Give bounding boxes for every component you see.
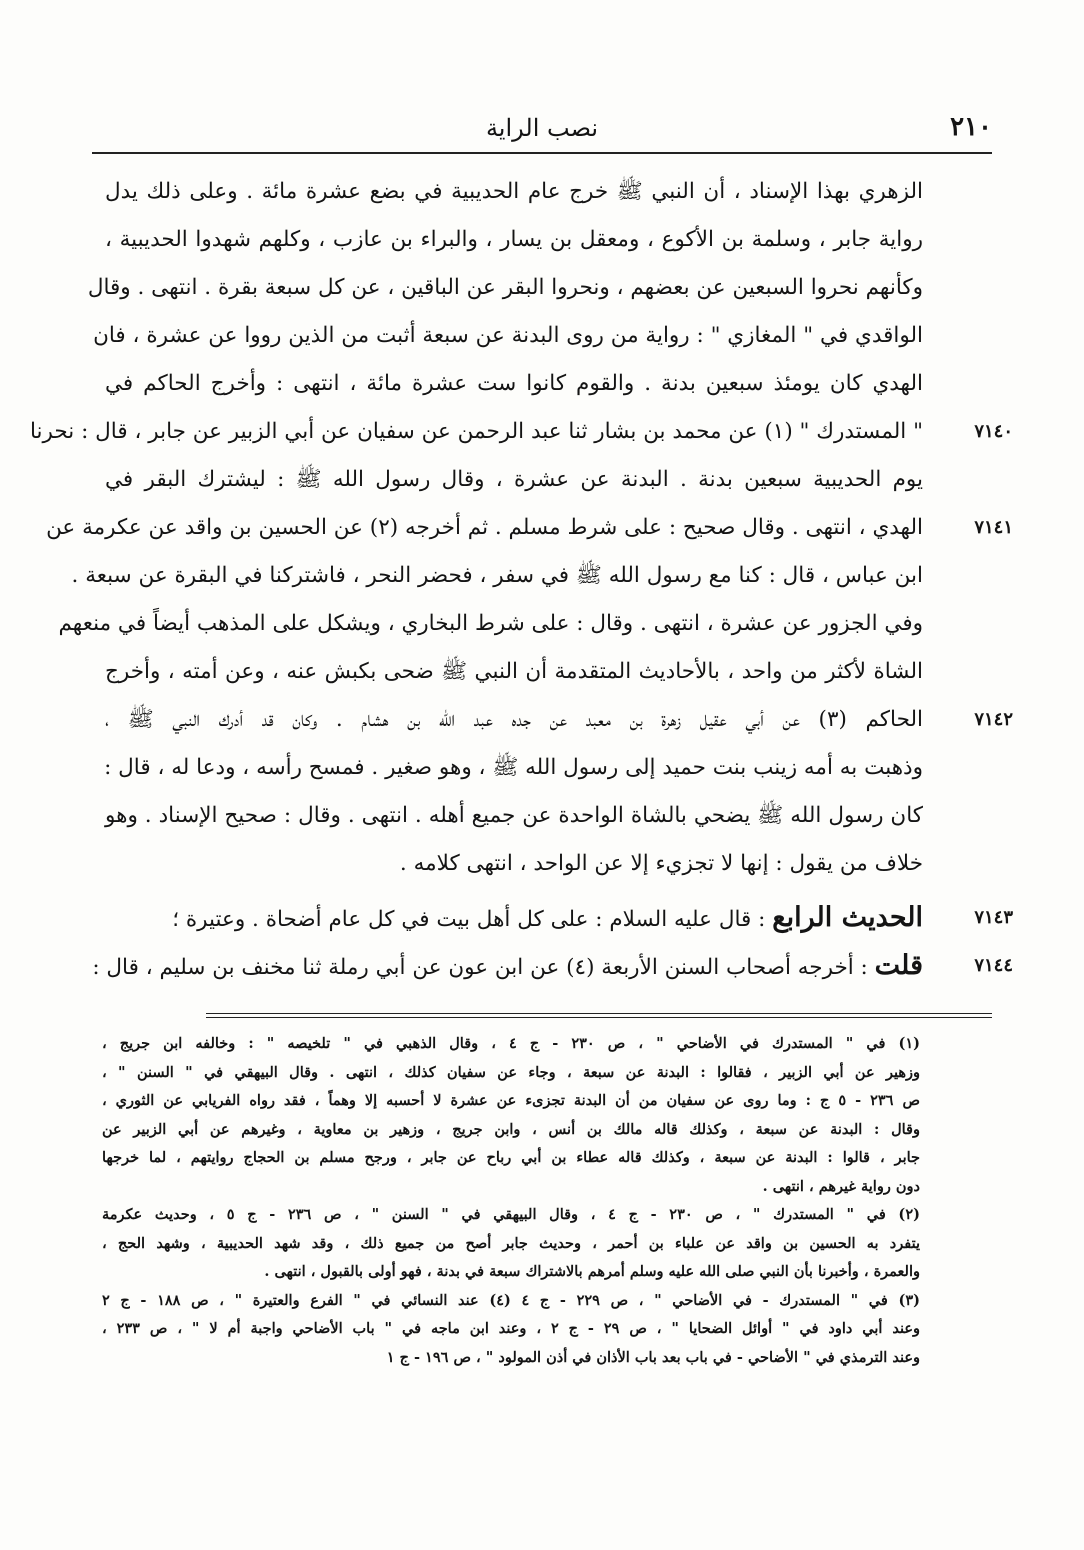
footnote-line: (١) في " المستدرك في الأضاحي " ، ص ٢٣٠ - ج ٤ ، وقال الذهبي في " تلخيصه " : وخالفه ابن جريج ، (102, 1035, 920, 1052)
text-line (58, 600, 923, 648)
hadith-number: ٧١٤٤ (974, 955, 1013, 976)
hadith-number: ٧١٤١ (974, 517, 1013, 538)
page-header (92, 112, 992, 152)
text-line (71, 552, 923, 600)
line-text: خلاف من يقول : إنها لا تجزيء إلا عن الواحد ، انتهى كلامه . (399, 851, 923, 876)
page-number: ٢١٠ (950, 112, 992, 142)
text-line (30, 408, 1013, 456)
hadith-text: : قال عليه السلام : على كل أهل بيت في كل عام أضحاة . وعتيرة ؛ (172, 907, 766, 932)
line-text: الهدي كان يومئذ سبعين بدنة . والقوم كانوا ست عشرة مائة ، انتهى : وأخرج الحاكم في (105, 371, 923, 396)
hadith-line (105, 894, 1013, 942)
footnotes (102, 1030, 920, 1372)
footnote-line: دون رواية غيرهم ، انتهى . (762, 1177, 920, 1195)
text-line (93, 312, 923, 360)
footnote-line: ص ٢٣٦ - ٥ ج : وما روى عن سفيان من أن البدنة تجزىء عن عشرة لا أحسبه إلا وهماً ، فقد رواه الفريابي عن الثوري ، (102, 1092, 920, 1109)
line-text: الهدي ، انتهى . وقال صحيح : على شرط مسلم . ثم أخرجه (٢) عن الحسين بن واقد عن عكرمة عن (46, 515, 923, 540)
footnote-line: (٣) في " المستدرك - في الأضاحي " ، ص ٢٢٩ - ج ٤ (٤) عند النسائي في " الفرع والعتيرة " ، ص ١٨٨ - ج ٢ (102, 1291, 920, 1309)
line-text: وكأنهم نحروا السبعين عن بعضهم ، ونحروا البقر عن الباقين ، عن كل سبعة بقرة . انتهى . وقال (87, 275, 923, 300)
footnote-line: وعند الترمذي في " الأضاحي - في باب بعد باب الأذان في أذن المولود " ، ص ١٩٦ - ج ١ (386, 1348, 920, 1366)
line-text: يوم الحديبية سبعين بدنة . البدنة عن عشرة ، وقال رسول الله ﷺ : ليشترك البقر في (105, 467, 923, 492)
text-line (46, 504, 1013, 552)
footnote-rule (206, 1013, 992, 1021)
main-text (30, 168, 1013, 990)
text-line (105, 216, 923, 264)
footnote-line: يتفرد به الحسين بن واقد عن علباء بن أحمر ، وحديث جابر أصح من جميع ذلك ، وقد شهد الحديبية ، وشهد الحج ، (102, 1234, 920, 1252)
line-text: الحاكم (٣) عن أبي عقيل زهرة بن معبد عن جده عبد الله بن هشام . وكان قد أدرك النبي ﷺ ، (105, 707, 923, 732)
hadith-heading: الحديث الرابع (772, 902, 923, 933)
hadith-number: ٧١٤٠ (974, 421, 1013, 442)
qult-text: : أخرجه أصحاب السنن الأربعة (٤) عن ابن عون عن أبي رملة ثنا مخنف بن سليم ، قال : (92, 955, 868, 980)
footnote-line: والعمرة ، وأخبرنا بأن النبي صلى الله عليه وسلم أمرهم بالاشتراك سبعة في بدنة ، فهو أولى بالقبول ، انتهى . (264, 1263, 920, 1280)
text-line (105, 744, 923, 792)
footnote-line: جابر ، قالوا : البدنة عن سبعة ، وكذلك قاله عطاء بن أبي رباح عن جابر ، ورجح مسلم بن الحجاج روايتهم ، لما خرجها (102, 1149, 920, 1166)
line-text: الزهري بهذا الإسناد ، أن النبي ﷺ خرج عام الحديبية في بضع عشرة مائة . وعلى ذلك يدل (105, 179, 923, 204)
text-line (105, 840, 923, 888)
hadith-number: ٧١٤٢ (974, 709, 1013, 730)
text-line (105, 168, 923, 216)
line-text: كان رسول الله ﷺ يضحي بالشاة الواحدة عن جميع أهله . انتهى . وقال : صحيح الإسناد . وهو (105, 803, 923, 828)
text-line (105, 456, 923, 504)
text-line (87, 264, 923, 312)
text-line (105, 696, 1013, 744)
line-text: وفي الجزور عن عشرة ، انتهى . وقال : على شرط البخاري ، ويشكل على المذهب أيضاً في منعهم (58, 611, 923, 636)
line-text: الشاة لأكثر من واحد ، بالأحاديث المتقدمة أن النبي ﷺ ضحى بكبش عنه ، وعن أمته ، وأخرج (105, 659, 923, 684)
line-text: وذهبت به أمه زينب بنت حميد إلى رسول الله ﷺ ، وهو صغير . فمسح رأسه ، ودعا له ، قال : (104, 755, 923, 780)
line-text: الواقدي في " المغازي " : رواية من روى البدنة عن سبعة أثبت من الذين رووا عن عشرة ، فان (93, 323, 923, 348)
text-line (105, 648, 923, 696)
hadith-number: ٧١٤٣ (974, 907, 1013, 928)
qult-heading: قلت (874, 950, 923, 981)
running-title: نصب الراية (485, 114, 599, 142)
line-text: ابن عباس ، قال : كنا مع رسول الله ﷺ في سفر ، فحضر النحر ، فاشتركنا في البقرة عن سبعة . (71, 563, 923, 588)
line-text: " المستدرك " (١) عن محمد بن بشار ثنا عبد الرحمن عن سفيان عن أبي الزبير عن جابر ، قال : نحرنا (30, 419, 923, 444)
footnote-line: وعند أبي داود في " أوائل الضحايا " ، ص ٢٩ - ج ٢ ، وعند ابن ماجه في " باب الأضاحي واجبة أم لا " ، ص ٢٣٣ ، (102, 1320, 920, 1337)
footnote-line: (٢) في " المستدرك " ، ص ٢٣٠ - ج ٤ ، وقال البيهقي في " السنن " ، ص ٢٣٦ - ج ٥ ، وحديث عكرمة (102, 1206, 920, 1223)
footnote-line: وزهير عن أبي الزبير ، فقالوا : البدنة عن سبعة ، وجاء عن سفيان كذلك ، انتهى . وقال البيهقي في " السنن " ، (102, 1063, 920, 1081)
qult-line (92, 942, 1013, 990)
header-rule (92, 152, 992, 154)
text-line (105, 360, 923, 408)
text-line (105, 792, 923, 840)
footnote-line: وقال : البدنة عن سبعة ، وكذلك قاله مالك بن أنس ، وابن جريج ، وزهير بن معاوية ، وغيرهم عن أبي الزبير عن (102, 1120, 920, 1138)
line-text: رواية جابر ، وسلمة بن الأكوع ، ومعقل بن يسار ، والبراء بن عازب ، وكلهم شهدوا الحديبية ، (105, 227, 923, 252)
